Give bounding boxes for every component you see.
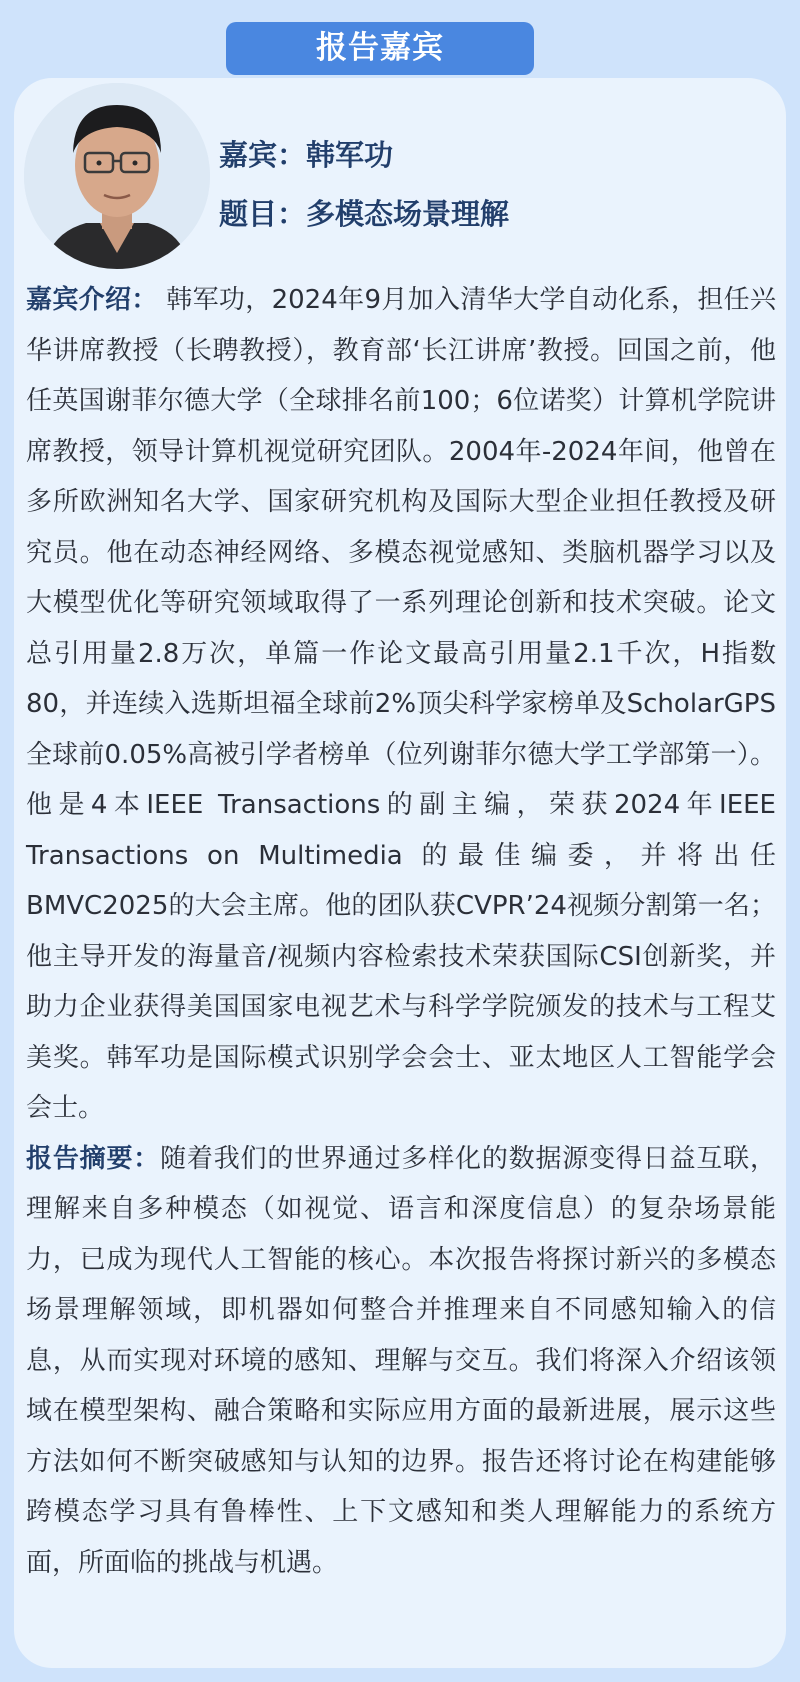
- guest-topic-label: 题目：: [219, 197, 307, 231]
- guest-topic-line: [219, 192, 509, 233]
- guest-name: 韩军功: [306, 138, 394, 172]
- abstract-label: 报告摘要：: [26, 1143, 161, 1174]
- guest-intro-label: 嘉宾介绍：: [26, 285, 158, 315]
- guest-topic: 多模态场景理解: [306, 197, 510, 231]
- guest-name-line: [219, 133, 393, 174]
- abstract-text: 随着我们的世界通过多样化的数据源变得日益互联，理解来自多种模态（如视觉、语言和深度信息）的复杂场景能力，已成为现代人工智能的核心。本次报告将探讨新兴的多模态场景理解领域，即机器如何整合并推理来自不同感知输入的信息，从而实现对环境的感知、理解与交互。我们将深入介绍该领域在模型架构、融合策略和实际应用方面的最新进展，展示这些方法如何不断突破感知与认知的边界。报告还将讨论在构建能够跨模态学习具有鲁棒性、上下文感知和类人理解能力的系统方面，所面临的挑战与机遇。: [26, 1143, 776, 1578]
- speaker-details: [26, 275, 776, 1588]
- guest-name-label: 嘉宾：: [219, 138, 307, 172]
- speaker-photo: [24, 83, 210, 269]
- guest-intro-paragraph: [26, 275, 776, 1134]
- speaker-portrait: [24, 83, 210, 269]
- abstract-paragraph: [26, 1134, 776, 1589]
- section-title: 报告嘉宾: [226, 22, 534, 75]
- guest-intro-text: 韩军功，2024年9月加入清华大学自动化系，担任兴华讲席教授（长聘教授），教育部‘长江讲席’教授。回国之前，他任英国谢菲尔德大学（全球排名前100；6位诺奖）计算机学院讲席教授，领导计算机视觉研究团队。2004年-2024年间，他曾在多所欧洲知名大学、国家研究机构及国际大型企业担任教授及研究员。他在动态神经网络、多模态视觉感知、类脑机器学习以及大模型优化等研究领域取得了一系列理论创新和技术突破。论文总引用量2.8万次，单篇一作论文最高引用量2.1千次，H指数80，并连续入选斯坦福全球前2%顶尖科学家榜单及ScholarGPS全球前0.05%高被引学者榜单（位列谢菲尔德大学工学部第一）。他是4本IEEE Transactions的副主编，荣获2024年IEEE Transactions on Multimedia 的最佳编委，并将出任BMVC2025的大会主席。他的团队获CVPR’24视频分割第一名；他主导开发的海量音/视频内容检索技术荣获国际CSI创新奖，并助力企业获得美国国家电视艺术与科学学院颁发的技术与工程艾美奖。韩军功是国际模式识别学会会士、亚太地区人工智能学会会士。: [26, 285, 776, 1123]
